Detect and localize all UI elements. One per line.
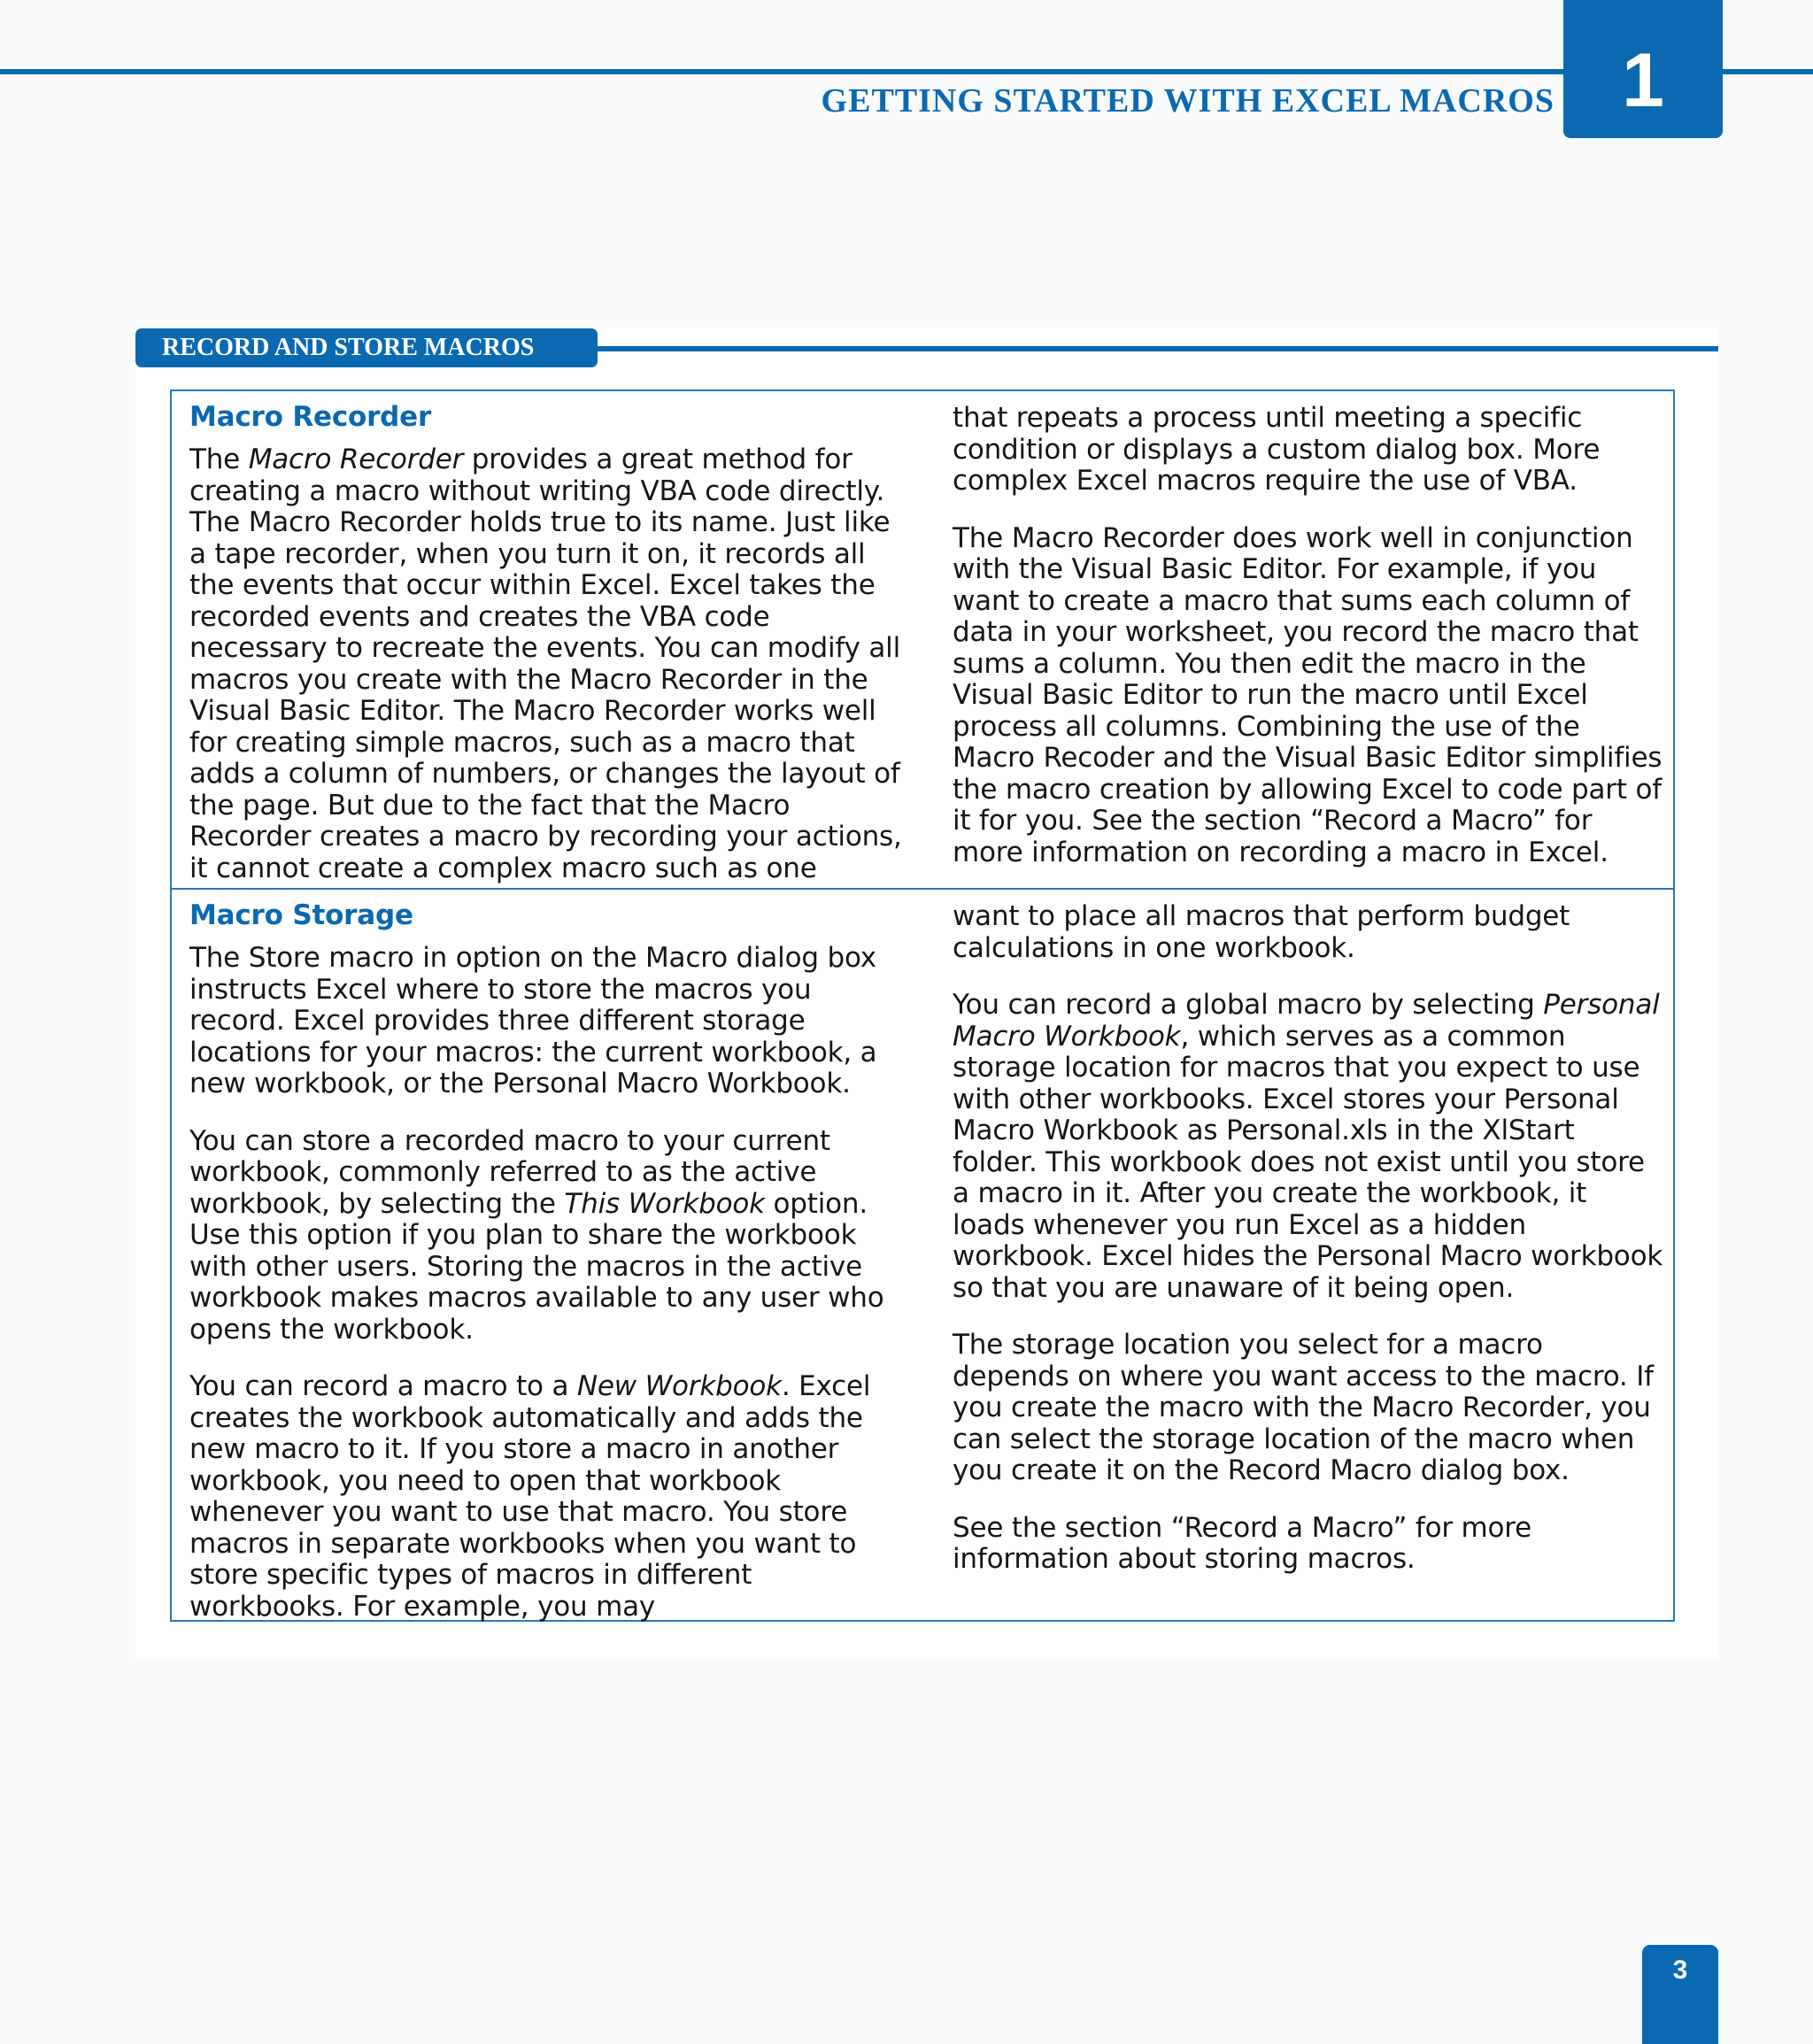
text-run: option. Use this option if you plan to share the workbook with other users. Storing the macros in the active workbook makes macros available to any user who opens the workbook. (189, 1187, 884, 1346)
text-run: provides a great method for creating a macro without writing VBA code directly. The Macro Recorder holds true to its name. Just like a tape recorder, when you turn it on, it records all the events that occur within Excel. Excel takes the recorded events and creates the VBA code necessary to recreate the events. You can modify all macros you create with the Macro Recorder in the Visual Basic Editor. The Macro Recorder works well for creating simple macros, such as a macro that adds a column of numbers, or changes the layout of the page. But due to the fact that the Macro Recorder creates a macro by recording your actions, it cannot create a complex macro such as one (189, 444, 902, 884)
macro-recorder-heading: Macro Recorder (189, 401, 432, 433)
text-run: You can store a recorded macro to your current workbook, commonly referred to as the active workbook, by selecting the (189, 1124, 830, 1220)
italic-term: Personal Macro Workbook (953, 989, 1660, 1053)
text-run: , which serves as a common storage location for macros that you expect to use with other workbooks. Excel stores your Personal Macro Workbook as Personal.xls in the XlStart folder. This workbook does not exist until you store a macro in it. After you create the workbook, it loads whenever you run Excel as a hidden workbook. Excel hides the Personal Macro workbook so that you are unaware of it being open. (953, 1020, 1663, 1304)
macro-storage-left-column (189, 890, 902, 1623)
macro-storage-heading: Macro Storage (189, 899, 413, 931)
macro-storage-paragraph-5: The storage location you select for a macro depends on where you want access to the macro. If you create the macro with the Macro Recorder, you can select the storage location of the macro when you create it on the Record Macro dialog box. (953, 1329, 1654, 1486)
macro-recorder-paragraph-2: The Macro Recorder does work well in conjunction with the Visual Basic Editor. For example, if you want to create a macro that sums each column of data in your worksheet, you record the macro that sums a column. You then edit the macro in the Visual Basic Editor to run the macro until Excel process all columns. Combining the use of the Macro Recoder and the Visual Basic Editor simplifies the macro creation by allowing Excel to code part of it for you. See the section “Record a Macro” for more information on recording a macro in Excel. (953, 521, 1663, 868)
macro-storage-paragraph-3 (189, 1371, 902, 1623)
section-title: RECORD AND STORE MACROS (135, 328, 598, 367)
macro-storage-paragraph-4 (953, 990, 1665, 1304)
macro-storage-paragraph-2 (189, 1126, 902, 1346)
macro-recorder-paragraph-1 (189, 444, 902, 884)
macro-recorder-paragraph-1-continued: that repeats a process until meeting a specific condition or displays a custom dialog box. More complex Excel macros require the use of VBA. (953, 402, 1601, 497)
macro-recorder-right-column (953, 391, 1665, 868)
italic-term: This Workbook (564, 1187, 765, 1220)
macro-storage-right-column (953, 890, 1665, 1576)
text-run: You can record a global macro by selecting (953, 989, 1544, 1021)
macro-storage-paragraph-6: See the section “Record a Macro” for more information about storing macros. (953, 1511, 1532, 1575)
chapter-number-tab (1563, 0, 1723, 138)
macro-recorder-left-column (189, 391, 902, 884)
chapter-number: 1 (1622, 38, 1664, 123)
macro-storage-box (170, 888, 1675, 1622)
text-run: The (189, 444, 249, 475)
macro-recorder-box (170, 390, 1675, 890)
page-number-tab (1642, 1945, 1718, 2044)
macro-storage-paragraph-3-continued: want to place all macros that perform budget calculations in one workbook. (953, 900, 1570, 964)
page-number: 3 (1672, 1955, 1688, 1985)
italic-term: Macro Recorder (248, 444, 464, 475)
section-rule (598, 346, 1718, 351)
italic-term: New Workbook (576, 1370, 782, 1402)
chapter-title: GETTING STARTED WITH EXCEL MACROS (821, 82, 1555, 120)
macro-storage-paragraph-1: The Store macro in option on the Macro dialog box instructs Excel where to store the macros you record. Excel provides three different storage locations for your macros: the current workbook, a new workbook, or the Personal Macro Workbook. (189, 942, 877, 1099)
text-run: You can record a macro to a (189, 1370, 577, 1402)
header-rule (0, 69, 1813, 74)
text-run: . Excel creates the workbook automatically and adds the new macro to it. If you store a macro in another workbook, you need to open that workbook whenever you want to use that macro. You store macros in separate workbooks when you want to store specific types of macros in different workbooks. For example, you may (189, 1370, 871, 1623)
